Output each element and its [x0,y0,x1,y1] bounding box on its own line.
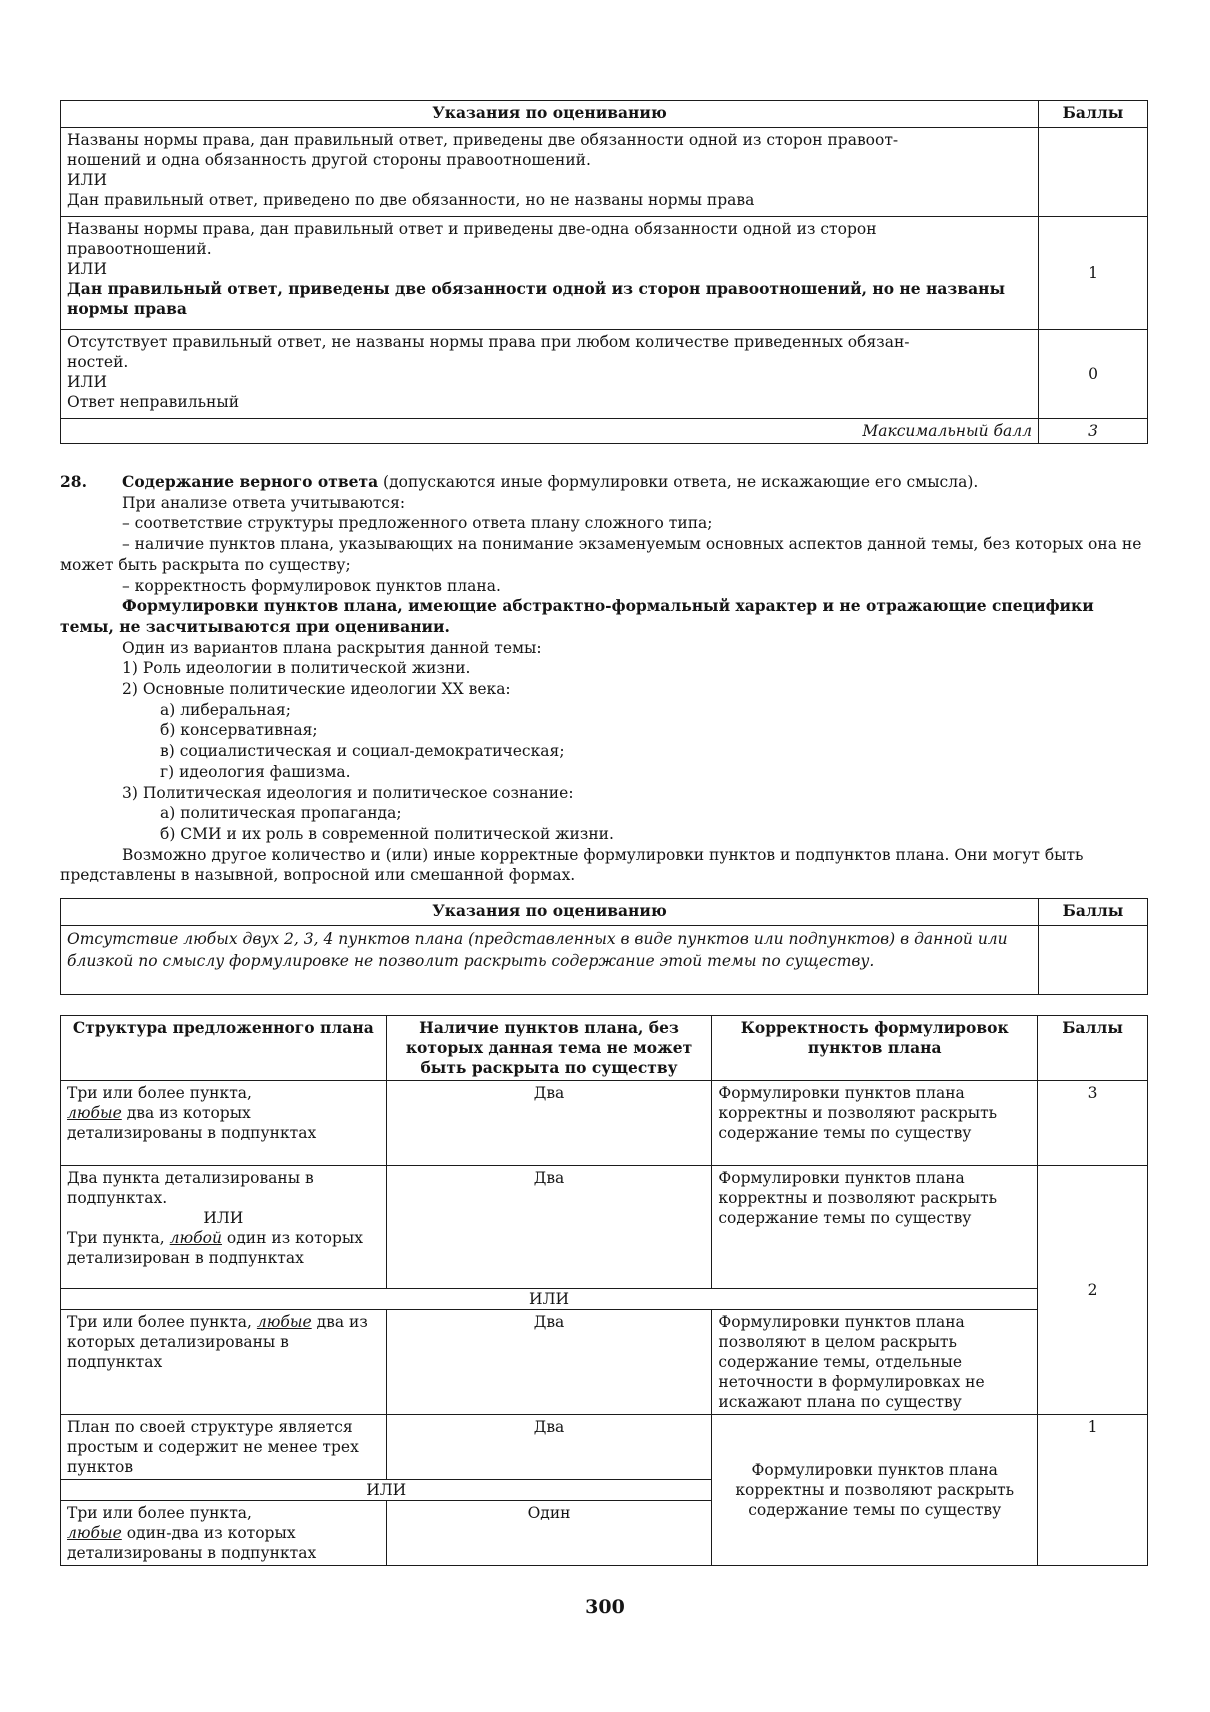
column-header: Указания по оцениванию [61,101,1039,128]
criterion-item: – наличие пунктов плана, указывающих на понимание экзаменуемым основных аспектов данной темы, без которых она не может быть раскрыта по существу; [60,535,1142,574]
ili-label: ИЛИ [61,1289,1038,1310]
text-line: Ответ неправильный [67,393,240,411]
table-header-row [61,899,1148,926]
score-cell: 1 [1039,217,1148,330]
text: один из которых детализирован в подпунктах [67,1229,363,1267]
ili-label: ИЛИ [61,1480,712,1501]
ili-row [61,1289,1148,1310]
correctness-cell: Формулировки пунктов плана позволяют в целом раскрыть содержание темы, отдельные неточности в формулировках не искажают плана по существу [712,1310,1038,1415]
task-number: 28. [60,472,87,491]
count-cell: Два [386,1081,712,1166]
count-cell: Два [386,1166,712,1289]
table-row [61,1310,1148,1415]
text-line: ностей. [67,353,129,371]
plan-item: 2) Основные политические идеологии XX века: [122,680,511,699]
structure-cell: План по своей структуре является простым и содержит не менее трех пунктов [61,1415,387,1480]
ili-label: ИЛИ [203,1209,244,1227]
grading-table-28 [60,1015,1148,1566]
table-row [61,217,1148,330]
structure-cell [61,1501,387,1566]
answer-section [60,472,1150,886]
text-line: Дан правильный ответ, приведено по две обязанности, но не названы нормы права [67,191,755,209]
plan-item: в) социалистическая и социал-демократическая; [160,742,565,761]
closing-text: Возможно другое количество и (или) иные корректные формулировки пунктов и подпунктов плана. Они могут быть представлены в назывной, вопросной или смешанной формах. [60,845,1084,885]
underlined-text: любые [67,1524,122,1542]
section-heading [60,472,1150,493]
text-line: Отсутствует правильный ответ, не названы нормы права при любом количестве приведенных обязан- [67,333,910,351]
table-header-row [61,101,1148,128]
score-cell [1039,926,1148,995]
plan-item: 3) Политическая идеология и политическое сознание: [122,783,574,802]
heading-bold: Содержание верного ответа [122,472,379,491]
criterion-cell [61,330,1039,419]
page-number: 300 [585,1596,625,1618]
warning-text: Формулировки пунктов плана, имеющие абстрактно-формальный характер и не отражающие специфики темы, не засчитываются при оценивании. [60,596,1094,636]
correctness-cell: Формулировки пунктов плана корректны и позволяют раскрыть содержание темы по существу [712,1081,1038,1166]
plan-item: а) политическая пропаганда; [160,804,402,823]
structure-cell [61,1081,387,1166]
plan-item: б) СМИ и их роль в современной политической жизни. [160,824,614,843]
correctness-cell: Формулировки пунктов плана корректны и позволяют раскрыть содержание темы по существу [712,1166,1038,1289]
max-score-label: Максимальный балл [61,419,1039,444]
text-line: ИЛИ [67,260,107,278]
text-line: Дан правильный ответ, приведены две обязанности одной из сторон правоотношений, но не названы нормы права [67,279,1006,318]
text-line: Названы нормы права, дан правильный ответ, приведены две обязанности одной из сторон правоот- [67,131,899,149]
intro-text: При анализе ответа учитываются: [122,493,406,512]
plan-item: 1) Роль идеологии в политической жизни. [122,659,471,678]
text-line: ИЛИ [67,373,107,391]
column-header: Структура предложенного плана [61,1016,387,1081]
score-cell: 2 [1038,1166,1148,1415]
criterion-cell [61,128,1039,217]
text: Три или более пункта, [67,1504,252,1522]
text: два из которых детализированы в подпунктах [67,1313,368,1371]
criterion-item: – соответствие структуры предложенного ответа плану сложного типа; [122,514,713,533]
column-header: Баллы [1039,899,1148,926]
plan-item: а) либеральная; [160,700,291,719]
underlined-text: любые [256,1313,312,1331]
column-header: Указания по оцениванию [61,899,1039,926]
grading-table-27 [60,100,1148,444]
table-row [61,1081,1148,1166]
text-line: ИЛИ [67,171,107,189]
text: Два пункта детализированы в подпунктах. [67,1169,314,1207]
underlined-text: любой [169,1229,222,1247]
note-cell: Отсутствие любых двух 2, 3, 4 пунктов плана (представленных в виде пунктов или подпунктов) в данной или близкой по смыслу формулировке не позволит раскрыть содержание этой темы по существу. [61,926,1039,995]
text: Три пункта, [67,1229,170,1247]
plan-item: б) консервативная; [160,721,318,740]
table-row [61,128,1148,217]
text: два из которых детализированы в подпунктах [67,1104,317,1142]
column-header: Наличие пунктов плана, без которых данная тема не может быть раскрыта по существу [386,1016,712,1081]
text: Три или более пункта, [67,1084,252,1102]
plan-item: г) идеология фашизма. [160,762,351,781]
criterion-cell [61,217,1039,330]
count-cell: Один [386,1501,712,1566]
text-line: правоотношений. [67,240,212,258]
table-row [61,1415,1148,1480]
column-header: Корректность формулировок пунктов плана [712,1016,1038,1081]
score-cell: 1 [1038,1415,1148,1566]
criterion-item: – корректность формулировок пунктов плана. [122,576,501,595]
count-cell: Два [386,1310,712,1415]
plan-intro: Один из вариантов плана раскрытия данной темы: [122,638,542,657]
text: Три или более пункта, [67,1313,257,1331]
table-row [61,330,1148,419]
plan-list [60,658,1150,844]
score-cell [1039,128,1148,217]
max-score-row [61,419,1148,444]
text-line: ношений и одна обязанность другой стороны правоотношений. [67,151,591,169]
structure-cell [61,1310,387,1415]
underlined-text: любые [67,1104,122,1122]
correctness-cell: Формулировки пунктов плана корректны и позволяют раскрыть содержание темы по существу [712,1415,1038,1566]
count-cell: Два [386,1415,712,1480]
structure-cell [61,1166,387,1289]
grading-table-28-note [60,898,1148,995]
table-header-row [61,1016,1148,1081]
score-cell: 3 [1038,1081,1148,1166]
text: один-два из которых детализированы в подпунктах [67,1524,317,1562]
max-score-value: 3 [1039,419,1148,444]
column-header: Баллы [1038,1016,1148,1081]
heading-rest: (допускаются иные формулировки ответа, не искажающие его смысла). [378,473,979,491]
score-cell: 0 [1039,330,1148,419]
text-line: Названы нормы права, дан правильный ответ и приведены две-одна обязанности одной из сторон [67,220,877,238]
table-row [61,1166,1148,1289]
table-row [61,926,1148,995]
column-header: Баллы [1039,101,1148,128]
